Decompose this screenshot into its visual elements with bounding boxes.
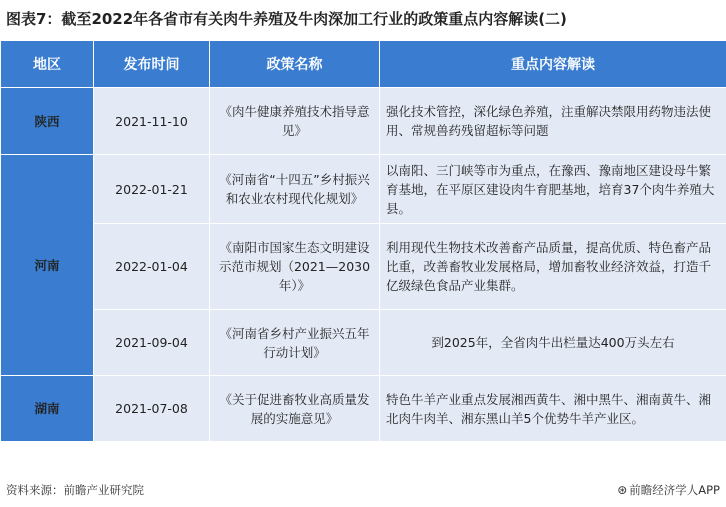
region-cell: 湖南 — [1, 376, 94, 442]
table-row — [1, 376, 726, 442]
policy-name-cell: 《河南省乡村产业振兴五年行动计划》 — [210, 310, 380, 376]
date-cell: 2021-07-08 — [94, 376, 210, 442]
header-policy-name: 政策名称 — [210, 41, 380, 88]
brand-label: 前瞻经济学人APP — [629, 483, 720, 497]
page-title: 图表7：截至2022年各省市有关肉牛养殖及牛肉深加工行业的政策重点内容解读(二) — [6, 10, 567, 28]
content-cell: 强化技术管控，深化绿色养殖，注重解决禁限用药物违法使用、常规兽药残留超标等问题 — [380, 88, 726, 155]
header-region: 地区 — [1, 41, 94, 88]
content-cell: 特色牛羊产业重点发展湘西黄牛、湘中黑牛、湘南黄牛、湘北肉牛肉羊、湘东黑山羊5个优势牛羊产业区。 — [380, 376, 726, 442]
date-cell: 2022-01-04 — [94, 224, 210, 310]
header-key-content: 重点内容解读 — [380, 41, 726, 88]
table-row — [1, 224, 726, 310]
footer — [0, 480, 726, 502]
policy-name-cell: 《肉牛健康养殖技术指导意见》 — [210, 88, 380, 155]
date-cell: 2021-09-04 — [94, 310, 210, 376]
policy-name-cell: 《南阳市国家生态文明建设示范市规划（2021—2030年）》 — [210, 224, 380, 310]
region-cell: 陕西 — [1, 88, 94, 155]
content-cell: 到2025年，全省肉牛出栏量达400万头左右 — [380, 310, 726, 376]
header-date: 发布时间 — [94, 41, 210, 88]
policy-name-cell: 《关于促进畜牧业高质量发展的实施意见》 — [210, 376, 380, 442]
date-cell: 2022-01-21 — [94, 155, 210, 224]
brand-credit — [617, 482, 720, 498]
table-row — [1, 310, 726, 376]
table-row — [1, 155, 726, 224]
table-header-row — [1, 41, 726, 88]
table-row — [1, 88, 726, 155]
content-cell: 利用现代生物技术改善畜产品质量，提高优质、特色畜产品比重，改善畜牧业发展格局，增加畜牧业经济效益，打造千亿级绿色食品产业集群。 — [380, 224, 726, 310]
qianzhan-logo-icon: ⊛ — [617, 483, 628, 497]
region-cell: 河南 — [1, 155, 94, 376]
source-note: 资料来源：前瞻产业研究院 — [6, 483, 144, 497]
policy-name-cell: 《河南省“十四五”乡村振兴和农业农村现代化规划》 — [210, 155, 380, 224]
content-cell: 以南阳、三门峡等市为重点，在豫西、豫南地区建设母牛繁育基地，在平原区建设肉牛育肥基地，培育37个肉牛养殖大县。 — [380, 155, 726, 224]
date-cell: 2021-11-10 — [94, 88, 210, 155]
policy-table — [0, 40, 726, 442]
